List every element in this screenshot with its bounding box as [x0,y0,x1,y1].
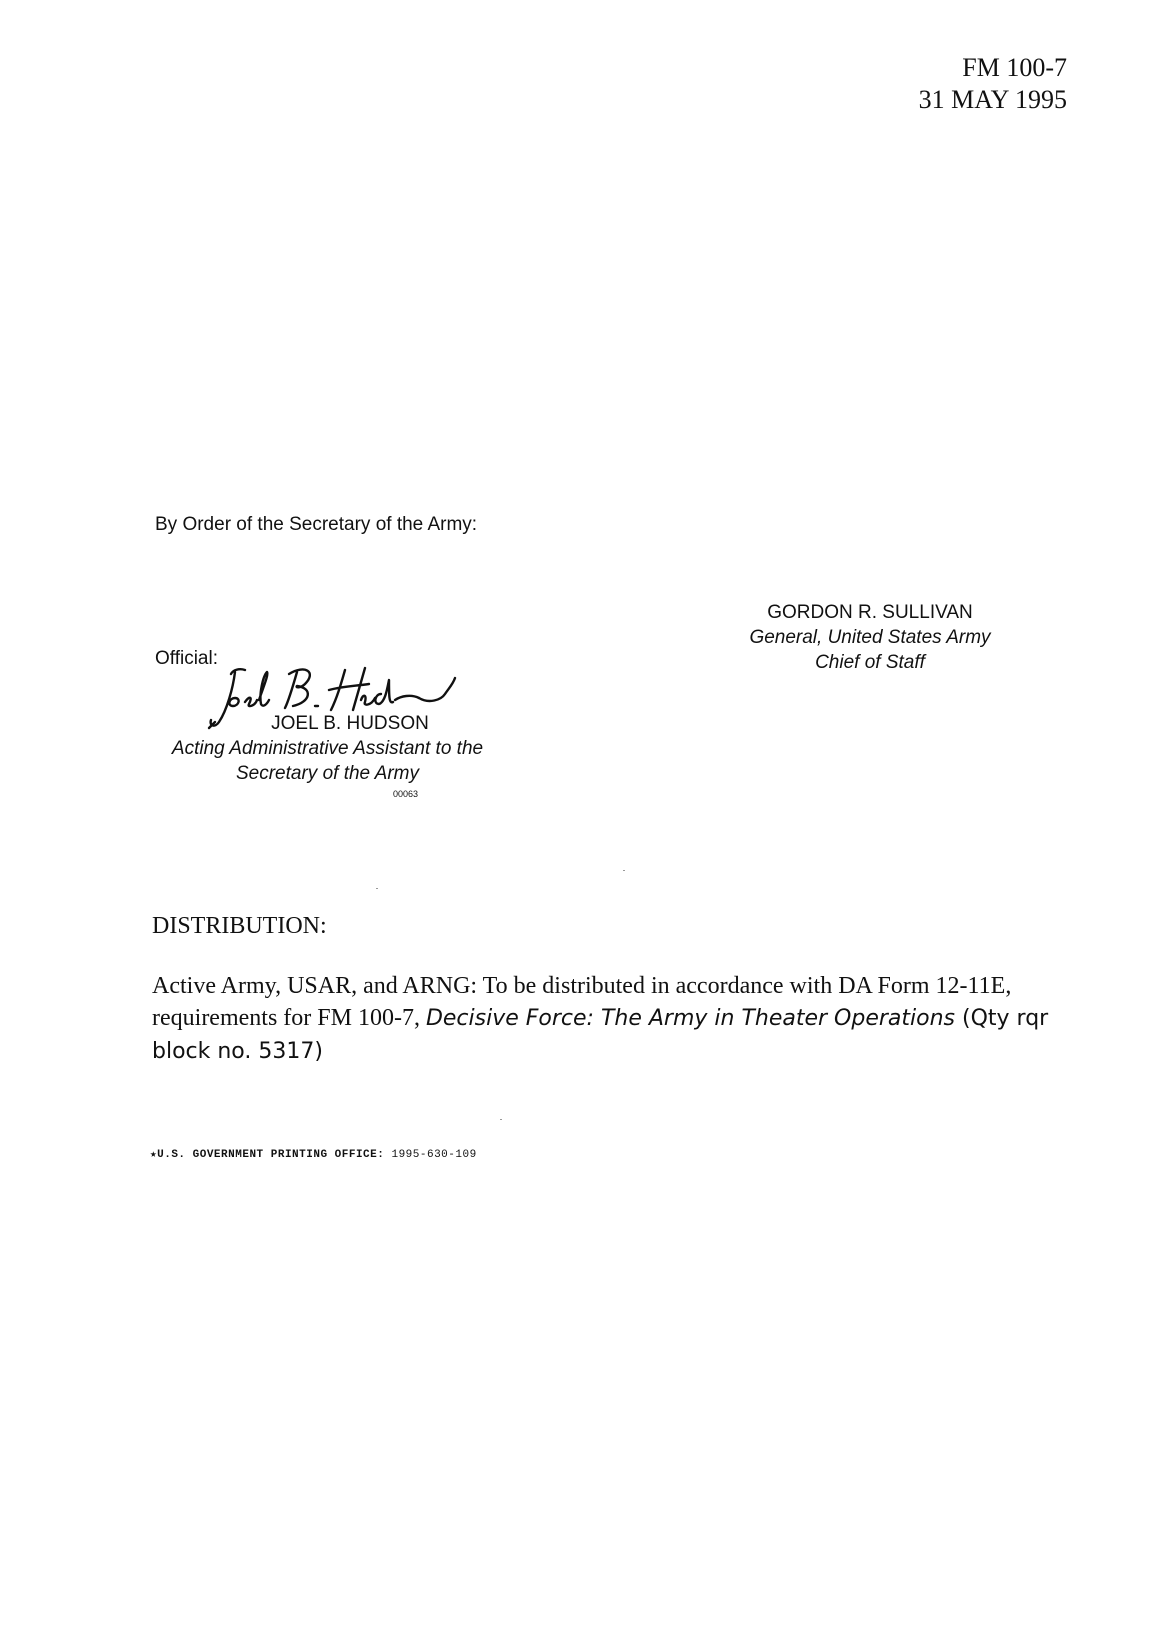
distribution-publication-title: Decisive Force: The Army in Theater Operations [425,1006,955,1031]
distribution-heading: DISTRIBUTION: [152,913,327,939]
scan-speck [623,870,625,871]
by-order-line: By Order of the Secretary of the Army: [155,514,478,535]
official-signature-block [150,711,505,786]
distribution-text-part2: (Qty rqr block no. 5317) [152,1006,1049,1064]
chief-role: Chief of Staff [815,652,925,673]
distribution-text-part1: Active Army, USAR, and ARNG: To be distributed in accordance with DA Form 12-11E, requirements for FM 100-7, [152,973,1012,1031]
official-name: JOEL B. HUDSON [271,713,429,734]
document-date: 31 MAY 1995 [918,85,1067,114]
chief-name: GORDON R. SULLIVAN [767,602,973,623]
star-icon: ★ [150,1149,158,1161]
document-number: FM 100-7 [962,53,1067,82]
official-label: Official: [155,648,219,669]
document-header [919,52,1067,116]
chief-title: General, United States Army [749,627,991,648]
printing-office-line [150,1147,477,1161]
chief-of-staff-block [740,600,1000,675]
scan-speck [376,888,378,889]
scan-speck [500,1119,502,1120]
printing-office-number: 1995-630-109 [391,1149,477,1161]
official-code: 00063 [393,789,419,799]
distribution-text [152,970,1062,1068]
printing-office-label: U.S. GOVERNMENT PRINTING OFFICE: [157,1149,385,1161]
official-title-line2: Secretary of the Army [235,763,420,784]
official-title-line1: Acting Administrative Assistant to the [171,738,484,759]
